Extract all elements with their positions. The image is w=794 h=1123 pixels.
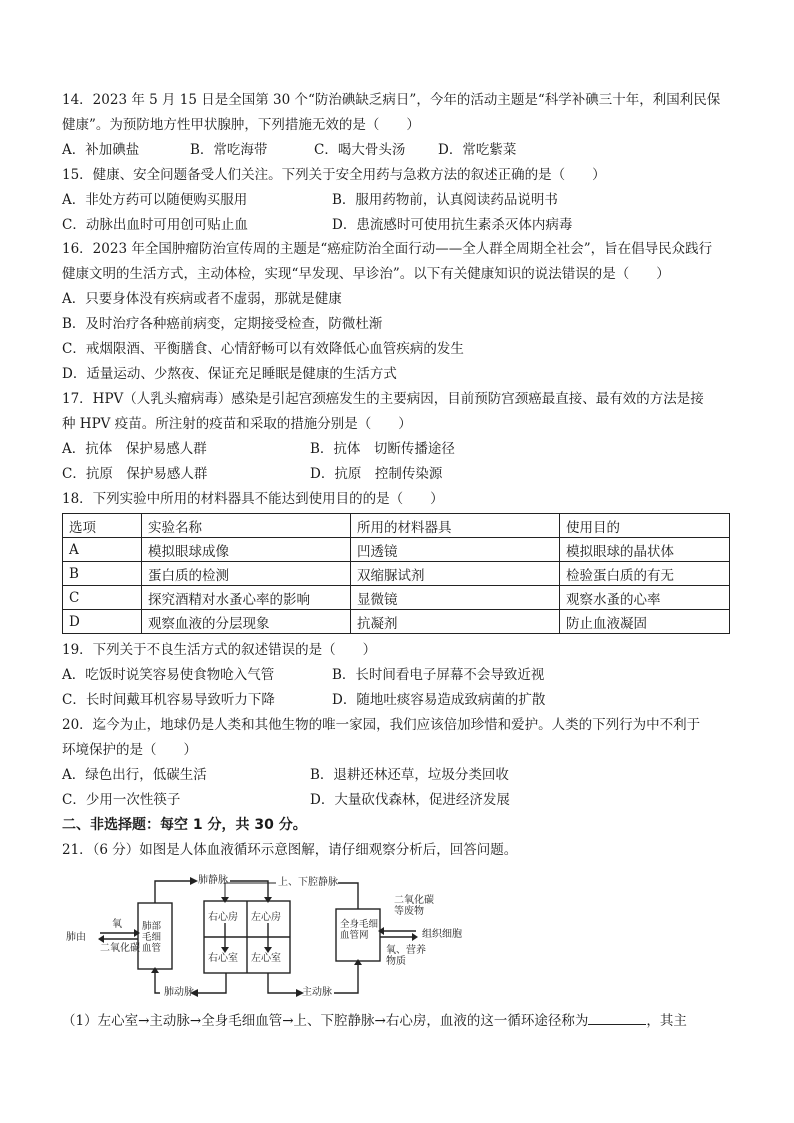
question-18: [62, 487, 732, 635]
table-cell: 显微镜: [351, 586, 560, 610]
question-stem: 14．2023 年 5 月 15 日是全国第 30 个“防治碘缺乏病日”，今年的活动主题是“科学补碘三十年，利国利民保: [62, 92, 721, 108]
blood-circulation-diagram: [64, 869, 484, 1001]
left-ventricle-label: 左心室: [251, 952, 281, 964]
right-ventricle-label: 右心室: [208, 952, 238, 964]
option-row: [62, 688, 732, 713]
sub-question-text: （1）左心室→主动脉→全身毛细血管→上、下腔静脉→右心房，血液的这一循环途径称为: [62, 1012, 589, 1029]
question-stem: 健康”。为预防地方性甲状腺肿，下列措施无效的是（ ）: [62, 116, 420, 133]
question-stem: 20．迄今为止，地球仍是人类和其他生物的唯一家园，我们应该倍加珍惜和爱护。人类的下列行为中不利于: [62, 717, 701, 734]
option-row: [62, 188, 732, 213]
question-stem: 环境保护的是（ ）: [62, 742, 197, 759]
question-20: [62, 713, 732, 813]
table-cell: 凹透镜: [351, 538, 560, 562]
sub-question-text: ，其主: [646, 1012, 687, 1029]
body-capillary-label: 全身毛细血管网: [340, 918, 379, 941]
option-a: A．非处方药可以随便购买服用: [62, 191, 248, 208]
option-row: [62, 663, 732, 688]
table-cell: D: [63, 610, 142, 634]
option-a: A．绿色出行，低碳生活: [62, 766, 207, 783]
option-row: [62, 213, 732, 238]
option-c: C．抗原 保护易感人群: [62, 465, 208, 482]
question-stem: 21．（6 分）如图是人体血液循环示意图解，请仔细观察分析后，回答问题。: [62, 841, 518, 858]
option-b: B．服用药物前，认真阅读药品说明书: [332, 191, 558, 208]
table-row: [63, 610, 730, 634]
table-cell: 检验蛋白质的有无: [560, 562, 730, 586]
table-cell: 模拟眼球的晶状体: [560, 538, 730, 562]
option-c: C．动脉出血时可用创可贴止血: [62, 216, 248, 233]
table-cell: 蛋白质的检测: [142, 562, 351, 586]
table-header-cell: 选项: [63, 514, 142, 538]
question-stem: 17．HPV（人乳头瘤病毒）感染是引起宫颈癌发生的主要病因，目前预防宫颈癌最直接、最有效的方法是接: [62, 390, 704, 407]
option-b: B．及时治疗各种癌前病变，定期接受检查，防微杜渐: [62, 316, 383, 333]
question-16: [62, 237, 732, 386]
table-row: [63, 586, 730, 610]
question-21: [62, 838, 732, 1034]
co2-label: 二氧化碳: [100, 942, 140, 954]
table-header-cell: 使用目的: [560, 514, 730, 538]
option-b: B．长时间看电子屏幕不会导致近视: [332, 667, 545, 684]
option-b: B．抗体 切断传播途径: [310, 440, 455, 457]
question-19: [62, 638, 732, 713]
table-cell: 抗凝剂: [351, 610, 560, 634]
oxygen-label: 氧: [112, 918, 122, 930]
table-cell: 防止血液凝固: [560, 610, 730, 634]
table-cell: 观察血液的分层现象: [142, 610, 351, 634]
option-a: A．只要身体没有疾病或者不虚弱，那就是健康: [62, 291, 342, 308]
option-row: [62, 138, 732, 163]
option-b: B．退耕还林还草，垃圾分类回收: [310, 766, 509, 783]
table-header-cell: 所用的材料器具: [351, 514, 560, 538]
tissue-cells-label: 组织细胞: [422, 928, 462, 940]
option-d: D．常吃紫菜: [438, 141, 517, 158]
table-cell: 双缩脲试剂: [351, 562, 560, 586]
option-c: C．戒烟限酒、平衡膳食、心情舒畅可以有效降低心血管疾病的发生: [62, 341, 464, 358]
exam-page: [62, 88, 732, 1034]
option-a: A．补加碘盐: [62, 141, 140, 158]
section-heading: 二、非选择题：每空 1 分，共 30 分。: [62, 816, 307, 833]
option-c: C．少用一次性筷子: [62, 791, 181, 808]
question-stem: 健康文明的生活方式，主动体检，实现“早发现、早诊治”。以下有关健康知识的说法错误的是（ ）: [62, 266, 670, 283]
circulation-lines: [64, 869, 484, 1001]
table-header-cell: 实验名称: [142, 514, 351, 538]
table-row: [63, 562, 730, 586]
oxygen-nutrients-label: 氧、营养物质: [386, 944, 426, 967]
answer-blank: [588, 1010, 646, 1025]
sub-question-1: [62, 1009, 732, 1034]
option-row: [62, 788, 732, 813]
option-a: A．吃饭时说笑容易使食物呛入气管: [62, 667, 275, 684]
table-cell: 模拟眼球成像: [142, 538, 351, 562]
question-stem: 18．下列实验中所用的材料器具不能达到使用目的的是（ ）: [62, 490, 444, 507]
table-cell: B: [63, 562, 142, 586]
option-row: [62, 437, 732, 462]
option-row: [62, 462, 732, 487]
question-14: [62, 88, 732, 163]
option-d: D．患流感时可使用抗生素杀灭体内病毒: [332, 216, 573, 233]
option-d: D．适量运动、少熬夜、保证充足睡眠是健康的生活方式: [62, 365, 397, 382]
table-cell: 观察水蚤的心率: [560, 586, 730, 610]
option-row: [62, 763, 732, 788]
question-stem: 种 HPV 疫苗。所注射的疫苗和采取的措施分别是（ ）: [62, 415, 412, 432]
experiment-table: [62, 513, 730, 634]
table-cell: C: [63, 586, 142, 610]
question-17: [62, 387, 732, 487]
right-atrium-label: 右心房: [208, 911, 238, 923]
option-c: C．长时间戴耳机容易导致听力下降: [62, 692, 275, 709]
option-a: A．抗体 保护易感人群: [62, 440, 207, 457]
table-cell: 探究酒精对水蚤心率的影响: [142, 586, 351, 610]
pulmonary-capillary-label: 肺部毛细血管: [142, 920, 162, 954]
lungs-label: 肺由: [66, 931, 86, 943]
left-atrium-label: 左心房: [251, 911, 281, 923]
option-d: D．抗原 控制传染源: [310, 465, 443, 482]
co2-waste-label: 二氧化碳等废物: [394, 894, 434, 917]
table-header-row: [63, 514, 730, 538]
table-cell: A: [63, 538, 142, 562]
option-b: B．常吃海带: [190, 141, 268, 158]
pulmonary-artery-label: 肺动脉: [164, 986, 194, 998]
question-stem: 15．健康、安全问题备受人们关注。下列关于安全用药与急救方法的叙述正确的是（ ）: [62, 166, 606, 183]
question-15: [62, 163, 732, 238]
aorta-label: 主动脉: [302, 986, 332, 998]
option-c: C．喝大骨头汤: [314, 141, 406, 158]
question-stem: 19．下列关于不良生活方式的叙述错误的是（ ）: [62, 642, 377, 659]
question-stem: 16．2023 年全国肿瘤防治宣传周的主题是“癌症防治全面行动——全人群全周期全社会”，旨在倡导民众践行: [62, 241, 713, 258]
option-d: D．随地吐痰容易造成致病菌的扩散: [332, 692, 546, 709]
table-row: [63, 538, 730, 562]
vena-cava-label: 上、下腔静脉: [278, 876, 338, 888]
option-d: D．大量砍伐森林，促进经济发展: [310, 791, 510, 808]
pulmonary-vein-label: 肺静脉: [198, 874, 228, 886]
